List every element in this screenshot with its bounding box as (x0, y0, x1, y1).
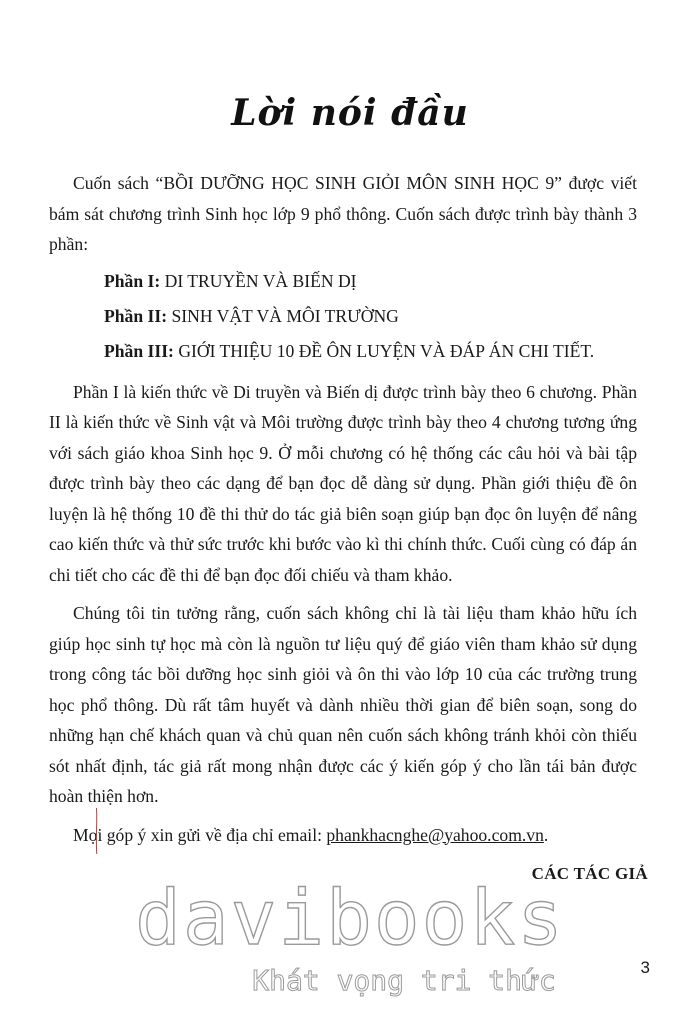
part-text: DI TRUYỀN VÀ BIẾN DỊ (164, 270, 357, 291)
contact-text: Mọi góp ý xin gửi về địa chỉ email: (73, 824, 327, 845)
part-label: Phần III: (104, 340, 174, 361)
part-text: SINH VẬT VÀ MÔI TRƯỜNG (171, 305, 399, 326)
contact-email-link[interactable]: phankhacnghe@yahoo.com.vn (326, 824, 544, 845)
belief-paragraph: Chúng tôi tin tưởng rằng, cuốn sách không chỉ là tài liệu tham khảo hữu ích giúp học sinh tự học mà còn là nguồn tư liệu quý để giáo viên tham khảo sử dụng trong công tác bồi dưỡng học sinh giỏi và ôn thi vào lớp 10 của các trường trung học phổ thông. Dù rất tâm huyết và dành nhiều thời gian để biên soạn, song do những hạn chế khách quan và chủ quan nên cuốn sách không tránh khỏi còn thiếu sót nhất định, tác giả rất mong nhận được các ý kiến góp ý cho lần tái bản được hoàn thiện hơn. (49, 603, 637, 806)
contact-paragraph (49, 820, 637, 851)
part-label: Phần II: (104, 305, 168, 326)
signature: CÁC TÁC GIẢ (531, 864, 648, 883)
part-label: Phần I: (104, 270, 161, 291)
watermark-tagline: Khát vọng tri thức (252, 964, 556, 997)
contact-end: . (543, 824, 549, 845)
part-item (49, 334, 637, 369)
part-item (49, 264, 637, 299)
part-item (49, 299, 637, 334)
preface-body (49, 168, 637, 850)
structure-paragraph: Phần I là kiến thức về Di truyền và Biến dị được trình bày theo 6 chương. Phần II là kiến thức về Sinh vật và Môi trường được trình bày theo 4 chương tương ứng với sách giáo khoa Sinh học 9. Ở mỗi chương có hệ thống các câu hỏi và bài tập được trình bày theo các dạng để bạn đọc dễ dàng sử dụng. Phần giới thiệu đề ôn luyện là hệ thống 10 đề thi thử do tác giả biên soạn giúp bạn đọc ôn luyện để nâng cao kiến thức và thử sức trước khi bước vào kì thi chính thức. Cuối cùng có đáp án chi tiết cho các đề thi để bạn đọc đối chiếu và tham khảo. (49, 381, 637, 585)
intro-paragraph: Cuốn sách “BỒI DƯỠNG HỌC SINH GIỎI MÔN SINH HỌC 9” được viết bám sát chương trình Sinh học lớp 9 phổ thông. Cuốn sách được trình bày thành 3 phần: (49, 173, 637, 254)
pen-mark (95, 808, 98, 854)
page-number: 3 (640, 958, 650, 977)
page-title: Lời nói đầu (231, 92, 469, 134)
watermark-brand: davibooks (135, 873, 565, 962)
part-text: GIỚI THIỆU 10 ĐỀ ÔN LUYỆN VÀ ĐÁP ÁN CHI TIẾT. (178, 340, 595, 361)
